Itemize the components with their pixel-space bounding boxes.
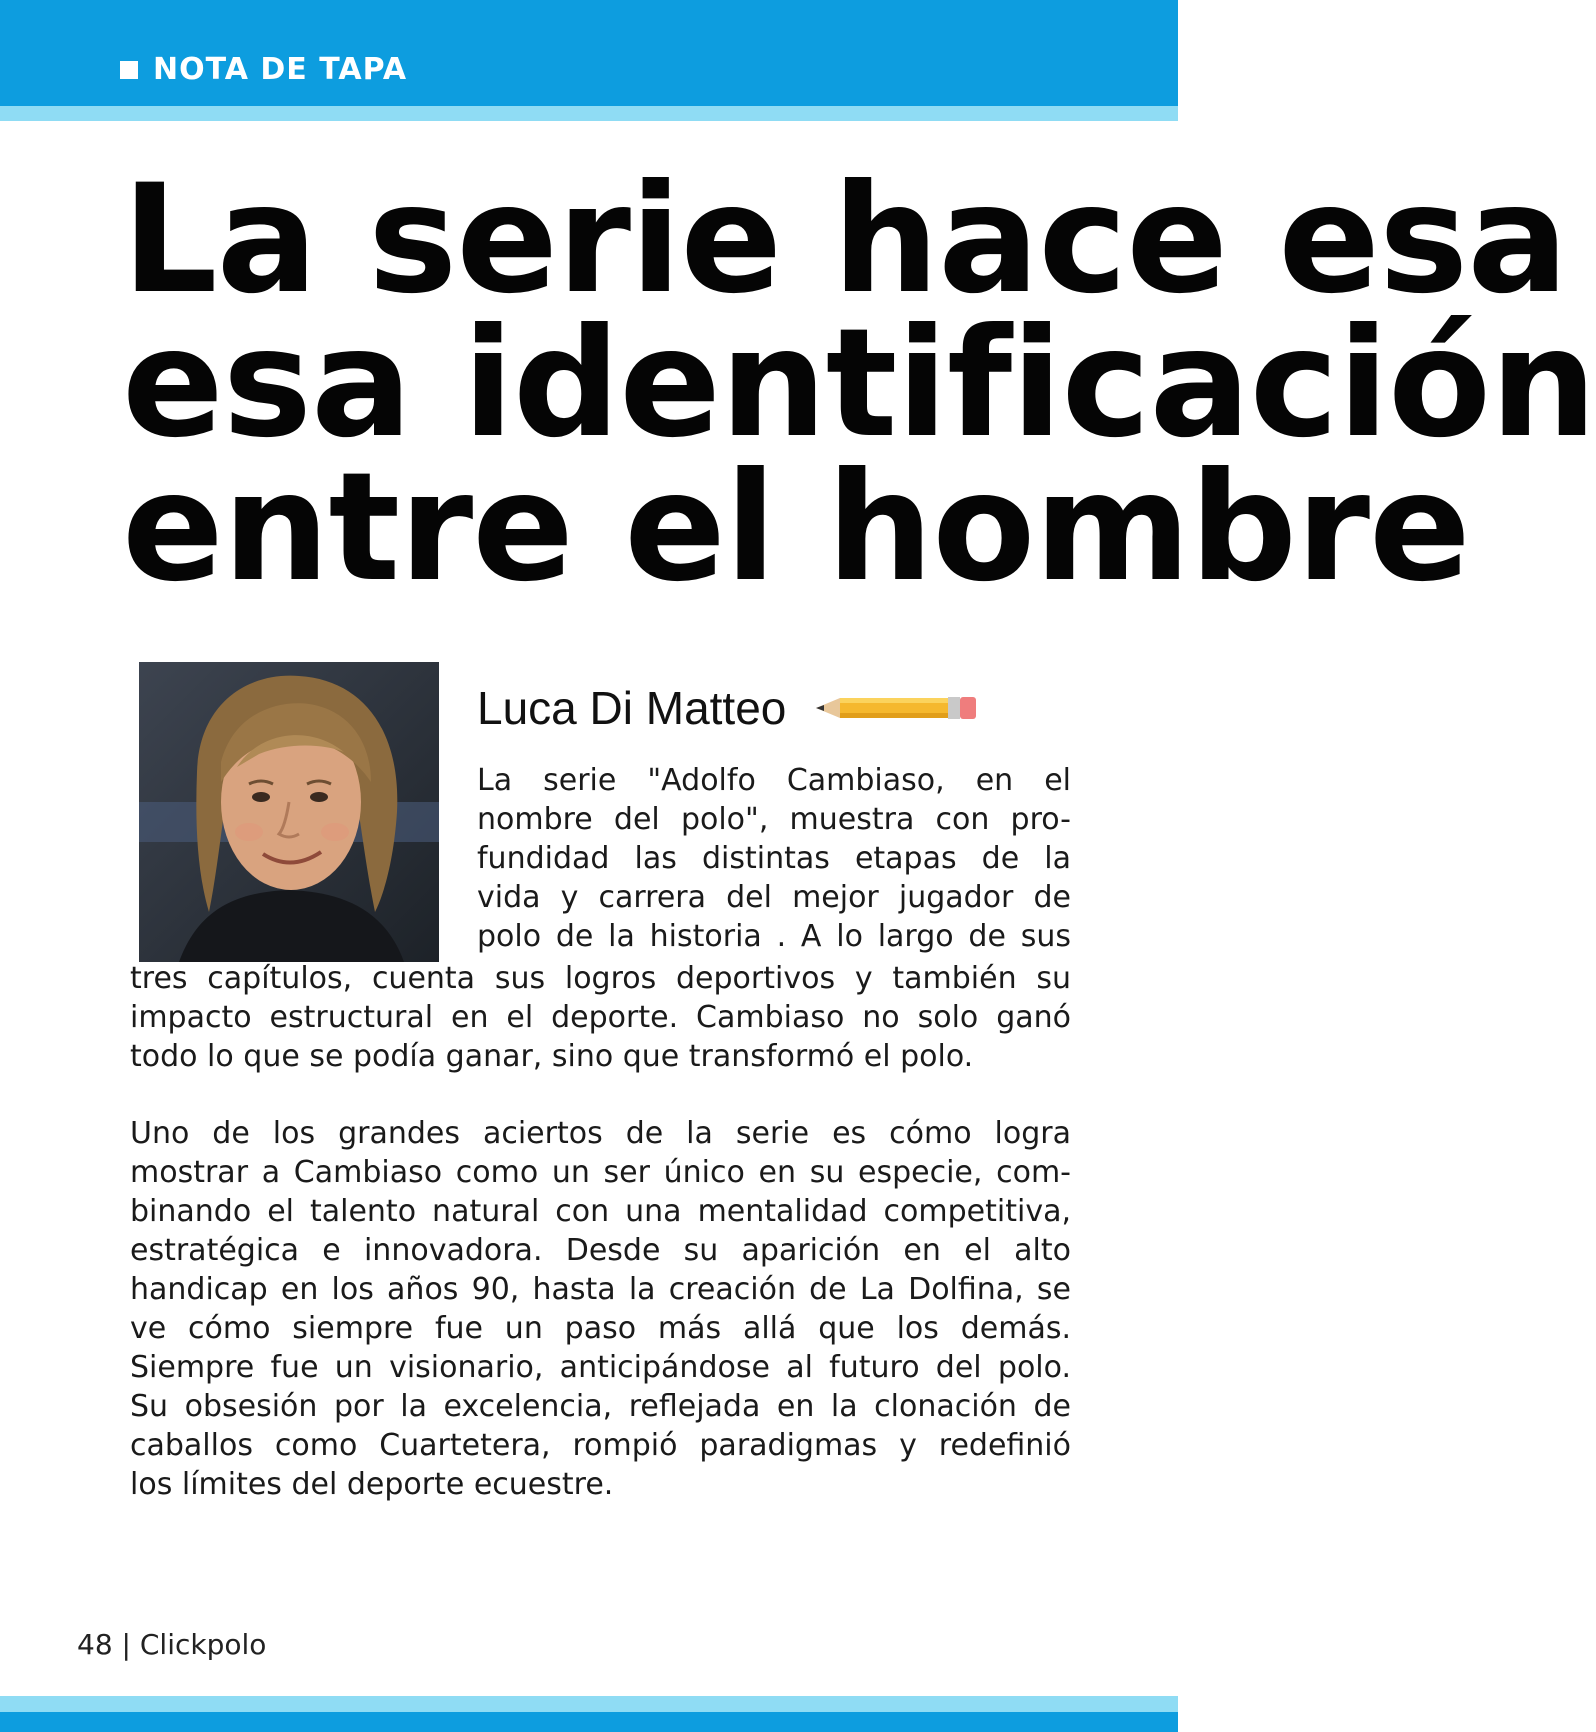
article-paragraph-2 [130,1114,1071,1504]
text-line: Siempre fue un visionario, anticipándose al futuro del polo. [130,1350,1071,1385]
text-line: handicap en los años 90, hasta la creación de La Dolfina, se [130,1272,1071,1307]
article-paragraph-1-wrapped [477,761,1071,956]
headline-line: La serie hace esa [122,153,1568,327]
author-name: Luca Di Matteo [477,682,787,734]
pencil-icon [814,693,978,723]
author-photo [139,662,439,962]
author-byline [477,680,978,736]
section-tag [120,52,407,88]
text-line: tres capítulos, cuenta sus logros deportivos y también su [130,961,1071,996]
text-line: todo lo que se podía ganar, sino que transformó el polo. [130,1039,974,1074]
section-label: NOTA DE TAPA [153,52,408,87]
page-footer: 48 | Clickpolo [77,1628,267,1661]
header-stripe [0,106,1178,121]
text-line: binando el talento natural con una mentalidad competitiva, [130,1194,1071,1229]
text-line: mostrar a Cambiaso como un ser único en su especie, com- [130,1155,1071,1190]
text-line: fundidad las distintas etapas de la [477,841,1071,876]
text-line: Uno de los grandes aciertos de la serie es cómo logra [130,1116,1071,1151]
square-bullet-icon [120,61,138,79]
text-line: vida y carrera del mejor jugador de [477,880,1071,915]
headline-line: esa identificación [122,297,1596,471]
text-line: impacto estructural en el deporte. Cambiaso no solo ganó [130,1000,1071,1035]
text-line: los límites del deporte ecuestre. [130,1467,614,1502]
text-line: polo de la historia . A lo largo de sus [477,919,1071,954]
headline-line: entre el hombre [122,441,1470,615]
text-line: Su obsesión por la excelencia, reflejada en la clonación de [130,1389,1071,1424]
text-line: nombre del polo", muestra con pro- [477,802,1071,837]
text-line: caballos como Cuartetera, rompió paradigmas y redefinió [130,1428,1071,1463]
article-paragraph-1-continued [130,959,1071,1076]
headline [122,153,1596,615]
footer-band [0,1712,1178,1732]
footer-stripe [0,1696,1178,1712]
text-line: ve cómo siempre fue un paso más allá que los demás. [130,1311,1071,1346]
text-line: estratégica e innovadora. Desde su aparición en el alto [130,1233,1071,1268]
text-line: La serie "Adolfo Cambiaso, en el [477,763,1071,798]
